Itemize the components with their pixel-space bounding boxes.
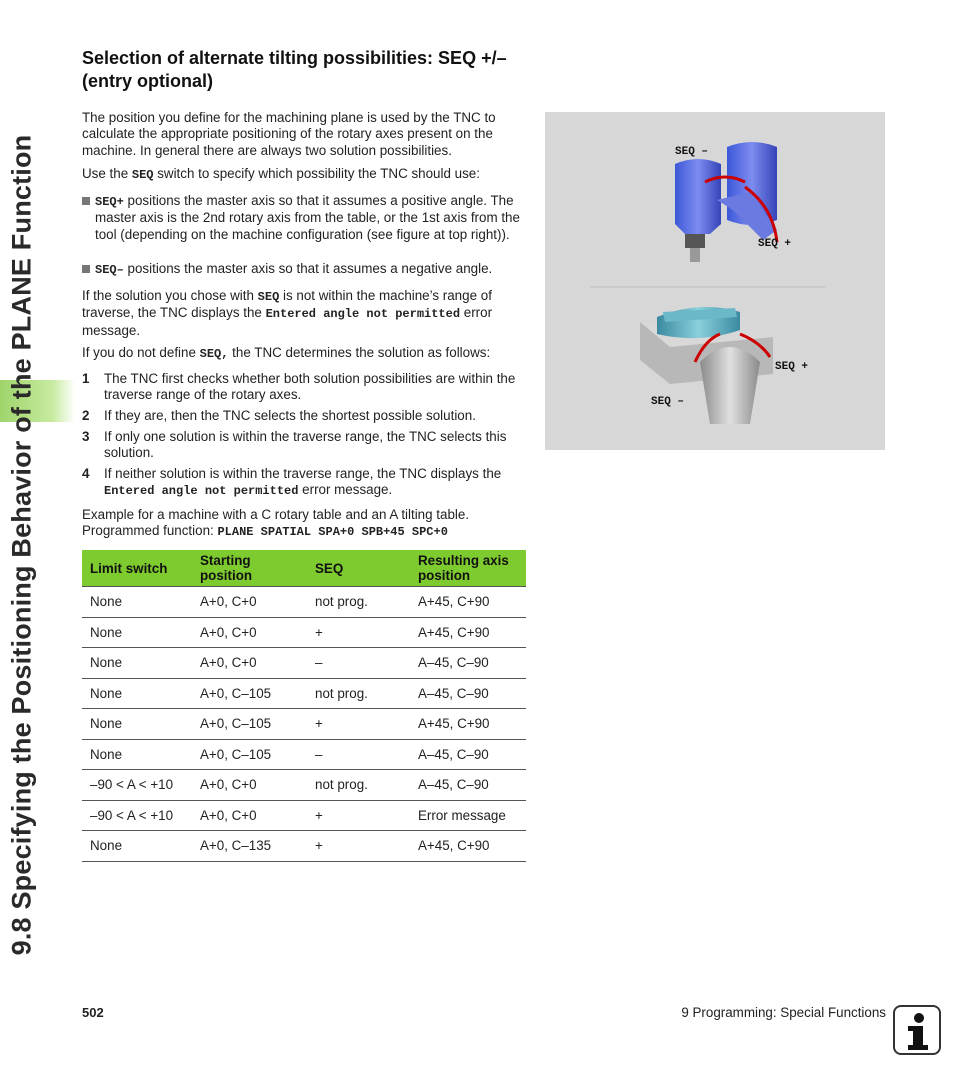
tilting-figure [545, 112, 885, 450]
section-heading: Selection of alternate tilting possibilities: SEQ +/– (entry optional) [82, 48, 507, 91]
chapter-title: 9 Programming: Special Functions [681, 1005, 886, 1020]
cell-resulting-position: A–45, C–90 [410, 770, 526, 801]
cell-limit-switch: None [82, 709, 192, 740]
cell-starting-position: A+0, C–135 [192, 831, 307, 862]
cell-seq: not prog. [307, 678, 410, 709]
step-3: 3 If only one solution is within the traverse range, the TNC selects this solution. [82, 429, 507, 461]
cell-starting-position: A+0, C+0 [192, 800, 307, 831]
cell-starting-position: A+0, C+0 [192, 648, 307, 679]
cell-resulting-position: A–45, C–90 [410, 739, 526, 770]
table-header-row [82, 550, 526, 587]
header-resulting-position: Resulting axis position [410, 550, 526, 587]
step-1: 1 The TNC first checks whether both solution possibilities are within the traverse range of the rotary axes. [82, 371, 516, 403]
figure-label-seq-plus-top: SEQ + [758, 238, 792, 250]
cell-resulting-position: A+45, C+90 [410, 617, 526, 648]
cell-seq: + [307, 617, 410, 648]
cell-limit-switch: –90 < A < +10 [82, 770, 192, 801]
cell-seq: + [307, 831, 410, 862]
cell-seq: – [307, 739, 410, 770]
cell-limit-switch: None [82, 678, 192, 709]
cell-limit-switch: None [82, 831, 192, 862]
cell-seq: + [307, 709, 410, 740]
table-row [82, 739, 526, 770]
table-row [82, 831, 526, 862]
table-row [82, 800, 526, 831]
table-row [82, 587, 526, 618]
figure-label-seq-minus-top: SEQ – [675, 146, 709, 158]
cell-limit-switch: None [82, 648, 192, 679]
table-row [82, 770, 526, 801]
cell-resulting-position: A–45, C–90 [410, 648, 526, 679]
figure-label-seq-minus-bottom: SEQ – [651, 396, 685, 408]
cell-resulting-position: A+45, C+90 [410, 587, 526, 618]
header-seq: SEQ [307, 550, 410, 587]
cell-seq: + [307, 800, 410, 831]
cell-resulting-position: Error message [410, 800, 526, 831]
cell-starting-position: A+0, C–105 [192, 739, 307, 770]
intro-paragraph: The position you define for the machining plane is used by the TNC to calculate the appropriate positioning of the rotary axes present on the machine. In general there are always two solution possibilities. [82, 110, 496, 158]
cell-seq: not prog. [307, 587, 410, 618]
step-2: 2 If they are, then the TNC selects the shortest possible solution. [82, 408, 476, 423]
seq-results-table [82, 550, 526, 862]
bullet-seq-minus: SEQ– positions the master axis so that it assumes a negative angle. [82, 261, 527, 278]
figure-label-seq-plus-bottom: SEQ + [775, 361, 809, 373]
out-of-range-paragraph: If the solution you chose with SEQ is not within the machine’s range of traverse, the TNC displays the Entered angle not permitted error message. [82, 288, 493, 338]
header-limit-switch: Limit switch [82, 550, 192, 587]
table-row [82, 617, 526, 648]
step-4: 4 If neither solution is within the traverse range, the TNC displays the Entered angle not permitted error message. [82, 466, 502, 499]
cell-resulting-position: A+45, C+90 [410, 709, 526, 740]
cell-resulting-position: A+45, C+90 [410, 831, 526, 862]
bullet-square-icon [82, 197, 90, 205]
cell-limit-switch: None [82, 617, 192, 648]
cell-seq: – [307, 648, 410, 679]
cell-starting-position: A+0, C+0 [192, 770, 307, 801]
bullet-square-icon [82, 265, 90, 273]
cell-starting-position: A+0, C+0 [192, 587, 307, 618]
seq-illustration [545, 112, 885, 450]
table-row [82, 678, 526, 709]
cell-starting-position: A+0, C–105 [192, 709, 307, 740]
header-starting-position: Starting position [192, 550, 307, 587]
cell-resulting-position: A–45, C–90 [410, 678, 526, 709]
table-row [82, 709, 526, 740]
cell-limit-switch: None [82, 739, 192, 770]
cell-seq: not prog. [307, 770, 410, 801]
info-icon [893, 1005, 941, 1055]
cell-limit-switch: –90 < A < +10 [82, 800, 192, 831]
cell-limit-switch: None [82, 587, 192, 618]
table-row [82, 648, 526, 679]
undefined-seq-paragraph: If you do not define SEQ, the TNC determines the solution as follows: [82, 345, 491, 361]
bullet-seq-plus: SEQ+ positions the master axis so that it assumes a positive angle. The master axis is the 2nd rotary axis from the table, or the 1st axis from the tool (depending on the machine configuration (see figure at top right)). [82, 193, 527, 243]
cell-starting-position: A+0, C+0 [192, 617, 307, 648]
use-seq-paragraph: Use the SEQ switch to specify which possibility the TNC should use: [82, 166, 480, 182]
page-number: 502 [82, 1005, 104, 1020]
cell-starting-position: A+0, C–105 [192, 678, 307, 709]
example-paragraph: Example for a machine with a C rotary table and an A tilting table. Programmed function: PLANE SPATIAL SPA+0 SPB+45 SPC+0 [82, 507, 470, 540]
